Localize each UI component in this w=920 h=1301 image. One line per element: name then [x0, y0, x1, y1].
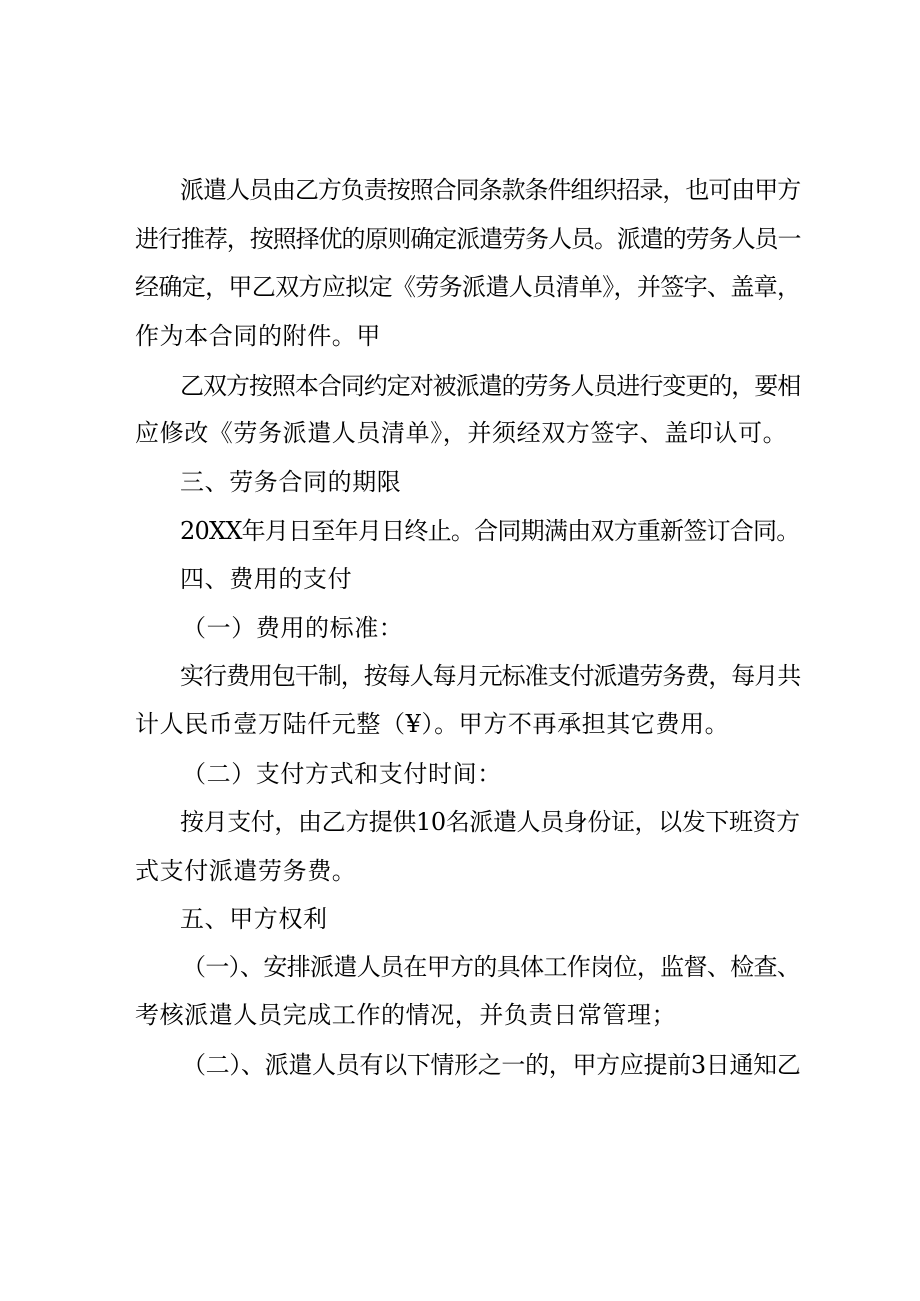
- paragraph-line: 作为本合同的附件。甲: [135, 322, 381, 350]
- paragraph-line: 经确定，甲乙双方应拟定《劳务派遣人员清单》，并签字、盖章，: [135, 273, 801, 301]
- subsection-heading: （二）支付方式和支付时间：: [182, 760, 502, 788]
- paragraph-line: 考核派遣人员完成工作的情况，并负责日常管理；: [135, 1001, 677, 1029]
- subsection-heading: （一）费用的标准：: [182, 614, 404, 642]
- section-heading: 四、费用的支付: [180, 565, 353, 593]
- paragraph-line: （二）、派遣人员有以下情形之一的，甲方应提前3日通知乙: [182, 1051, 801, 1079]
- section-heading: 三、劳务合同的期限: [180, 468, 402, 496]
- paragraph-line: 派遣人员由乙方负责按照合同条款条件组织招录，也可由甲方: [180, 176, 801, 204]
- paragraph-line: 计人民币壹万陆仟元整（¥）。甲方不再承担其它费用。: [135, 710, 730, 738]
- paragraph-line: 实行费用包干制，按每人每月元标准支付派遣劳务费，每月共: [180, 662, 801, 690]
- section-heading: 五、甲方权利: [180, 905, 328, 933]
- paragraph-line: 20XX年月日至年月日终止。合同期满由双方重新签订合同。: [180, 517, 800, 545]
- paragraph-line: 乙双方按照本合同约定对被派遣的劳务人员进行变更的，要相: [180, 372, 801, 400]
- paragraph-line: 进行推荐，按照择优的原则确定派遣劳务人员。派遣的劳务人员一: [135, 225, 801, 253]
- paragraph-line: 按月支付，由乙方提供10名派遣人员身份证，以发下班资方: [180, 808, 800, 836]
- paragraph-line: 式支付派遣劳务费。: [135, 857, 357, 885]
- paragraph-line: 应修改《劳务派遣人员清单》，并须经双方签字、盖印认可。: [135, 419, 788, 447]
- paragraph-line: （一）、安排派遣人员在甲方的具体工作岗位，监督、检查、: [182, 953, 801, 981]
